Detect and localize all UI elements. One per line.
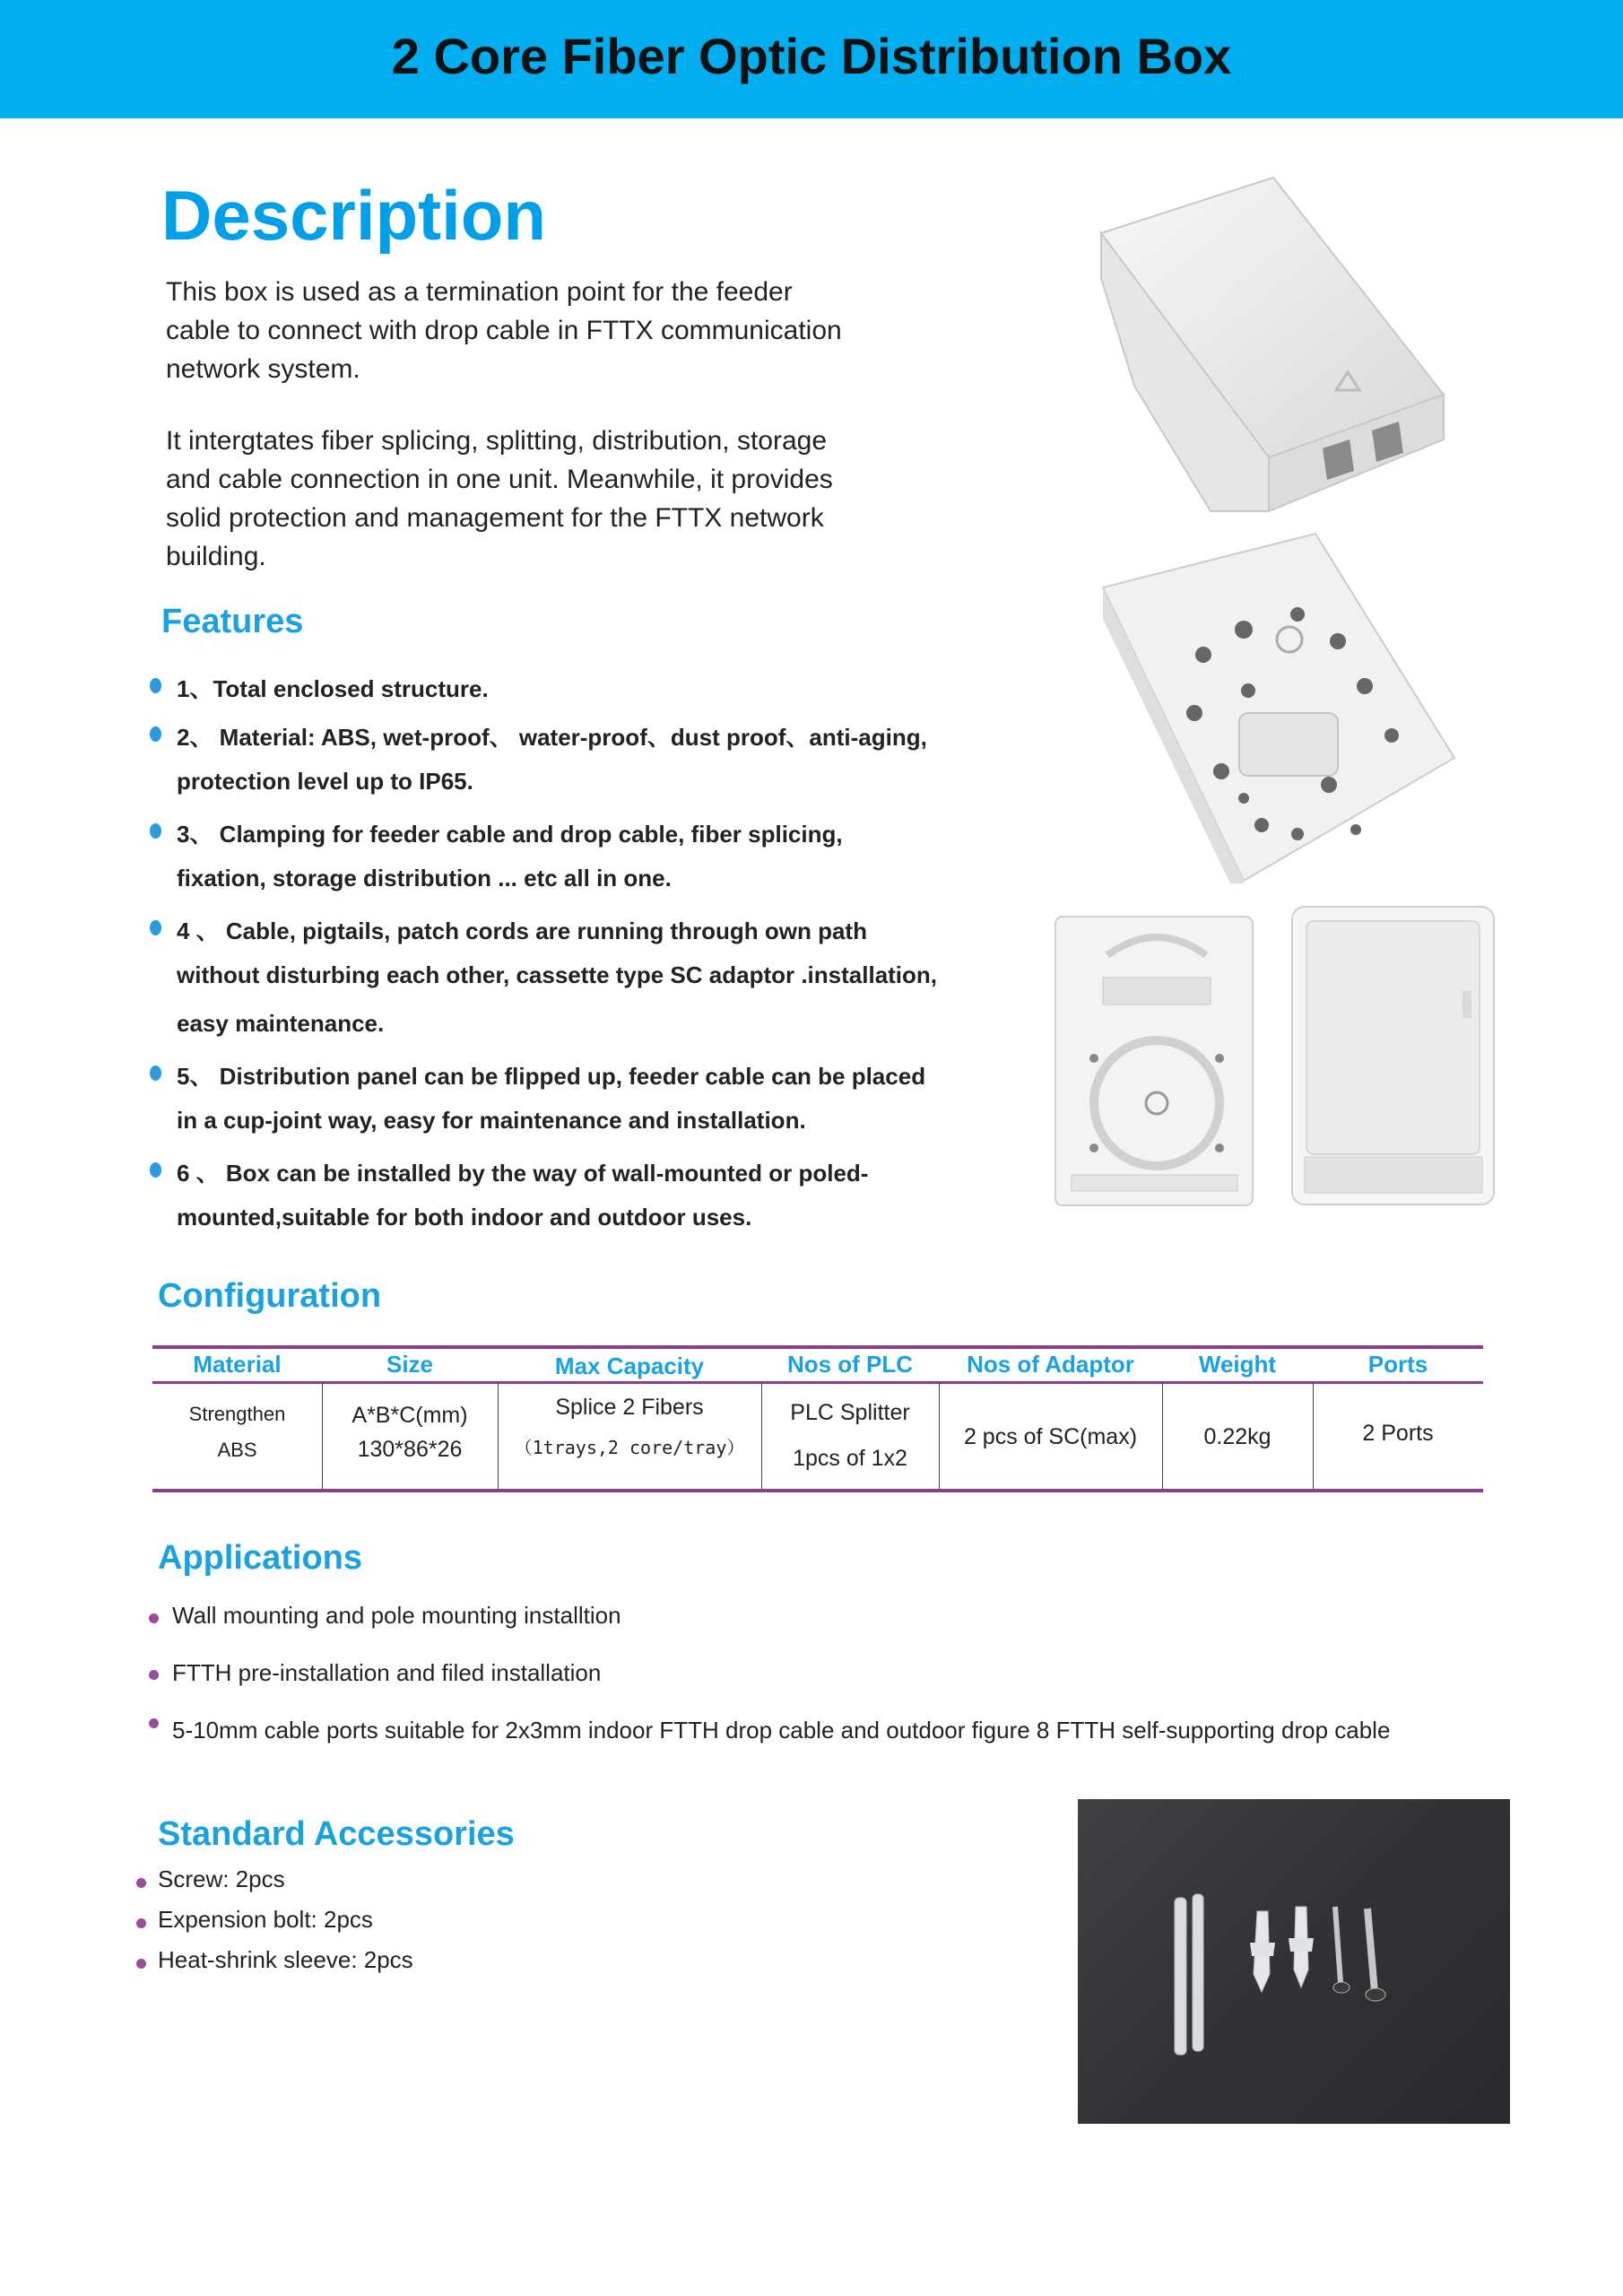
bullet-icon — [150, 823, 161, 839]
feature-line: mounted,suitable for both indoor and outdoor uses. — [177, 1204, 752, 1231]
text-line: It intergtates fiber splicing, splitting, distribution, storage — [166, 426, 828, 456]
description-paragraph-1 — [166, 273, 901, 388]
cell-material-line2: ABS — [217, 1439, 257, 1461]
text-line: network system. — [166, 354, 360, 384]
bullet-icon — [149, 1670, 159, 1680]
bullet-icon — [150, 726, 161, 742]
cell-plc-line2: 1pcs of 1x2 — [793, 1446, 907, 1471]
cell-weight: 0.22kg — [1203, 1424, 1271, 1449]
description-heading: Description — [161, 176, 547, 255]
bullet-icon — [136, 1918, 146, 1928]
configuration-heading: Configuration — [158, 1277, 382, 1315]
features-heading: Features — [161, 603, 304, 640]
open-tray-photo — [1096, 529, 1459, 883]
header-nos-of-adaptor: Nos of Adaptor — [967, 1351, 1134, 1378]
bullet-icon — [150, 1162, 161, 1178]
table-header-divider — [152, 1381, 1483, 1384]
text-line: This box is used as a termination point for the feeder — [166, 277, 793, 307]
table-border-top — [152, 1345, 1483, 1349]
accessory-item: Expension bolt: 2pcs — [158, 1906, 373, 1933]
feature-line: in a cup-joint way, easy for maintenance and installation. — [177, 1107, 806, 1134]
text-line: and cable connection in one unit. Meanwhile, it provides — [166, 465, 833, 494]
cell-plc-line1: PLC Splitter — [790, 1400, 910, 1425]
feature-line: without disturbing each other, cassette type SC adaptor .installation, — [177, 961, 938, 988]
feature-line: 3、 Clamping for feeder cable and drop cable, fiber splicing, — [177, 821, 843, 848]
accessories-heading: Standard Accessories — [158, 1815, 515, 1853]
application-item: 5-10mm cable ports suitable for 2x3mm indoor FTTH drop cable and outdoor figure 8 FTTH self-supporting drop cable — [172, 1717, 1391, 1744]
configuration-table — [152, 1345, 1483, 1492]
feature-line: easy maintenance. — [177, 1010, 385, 1037]
bullet-icon — [136, 1959, 146, 1969]
application-item: Wall mounting and pole mounting installtion — [172, 1602, 621, 1629]
header-size: Size — [386, 1351, 434, 1378]
text-line: building. — [166, 542, 266, 571]
feature-line: 1、Total enclosed structure. — [177, 675, 489, 702]
cell-size-line1: A*B*C(mm) — [352, 1403, 468, 1428]
accessory-item: Screw: 2pcs — [158, 1866, 285, 1892]
page-title: 2 Core Fiber Optic Distribution Box — [391, 28, 1232, 84]
accessories-photo — [1078, 1799, 1510, 2124]
feature-line: 5、 Distribution panel can be flipped up, feeder cable can be placed — [177, 1063, 926, 1090]
accessories-illustration — [1078, 1799, 1510, 2124]
feature-line: 6 、 Box can be installed by the way of wall-mounted or poled- — [177, 1160, 869, 1187]
header-material: Material — [193, 1351, 282, 1378]
cell-size-line2: 130*86*26 — [357, 1437, 463, 1462]
bullet-icon — [149, 1718, 159, 1728]
cell-material-line1: Strengthen — [188, 1403, 286, 1425]
column-divider — [322, 1383, 323, 1489]
table-border-bottom — [152, 1489, 1483, 1492]
bullet-icon — [150, 1065, 161, 1081]
accessory-item: Heat-shrink sleeve: 2pcs — [158, 1946, 413, 1973]
text-line: solid protection and management for the FTTX network — [166, 503, 824, 533]
tray-top-view-photo — [1054, 906, 1260, 1211]
cell-capacity-line1: Splice 2 Fibers — [555, 1395, 704, 1420]
bullet-icon — [150, 678, 161, 693]
header-weight: Weight — [1198, 1351, 1277, 1378]
feature-line: 2、 Material: ABS, wet-proof、 water-proof、dust proof、anti-aging, — [177, 724, 927, 751]
header-max-capacity: Max Capacity — [554, 1352, 705, 1379]
column-divider — [761, 1383, 762, 1489]
header-nos-of-plc: Nos of PLC — [786, 1351, 914, 1378]
application-item: FTTH pre-installation and filed installation — [172, 1659, 602, 1686]
cell-capacity-line2: （1trays,2 core/tray） — [514, 1437, 745, 1458]
cover-inside-photo — [1287, 901, 1502, 1211]
bullet-icon — [136, 1878, 146, 1888]
bullet-icon — [150, 920, 161, 935]
cell-adaptor: 2 pcs of SC(max) — [963, 1424, 1138, 1449]
bullet-icon — [149, 1613, 159, 1623]
closed-box-photo — [1085, 170, 1462, 516]
applications-heading: Applications — [158, 1539, 363, 1577]
cell-ports: 2 Ports — [1362, 1421, 1434, 1446]
feature-line: protection level up to IP65. — [177, 768, 473, 795]
description-paragraph-2 — [166, 422, 901, 576]
feature-line: 4 、 Cable, pigtails, patch cords are running through own path — [177, 918, 867, 944]
feature-line: fixation, storage distribution ... etc all in one. — [177, 865, 672, 891]
text-line: cable to connect with drop cable in FTTX communication — [166, 316, 842, 345]
header-ports: Ports — [1367, 1351, 1428, 1378]
